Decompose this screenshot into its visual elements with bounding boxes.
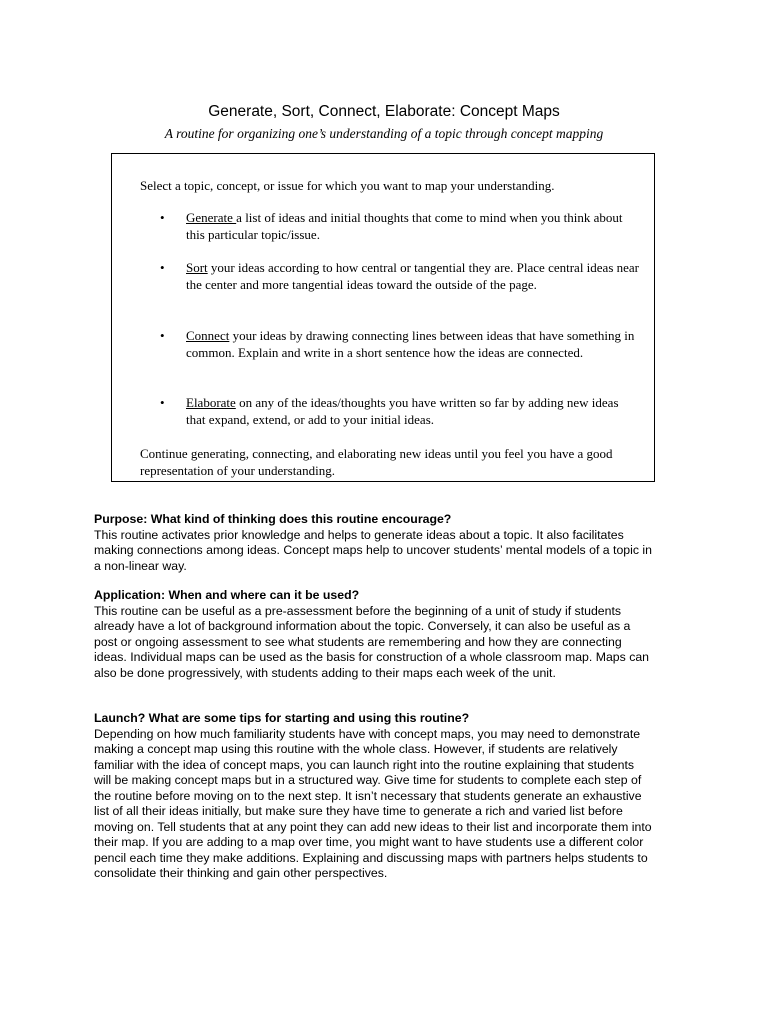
bullet-description: on any of the ideas/thoughts you have written so far by adding new ideas that expand, extend, or add to your initial ideas. bbox=[186, 395, 619, 427]
bullet-keyword: Sort bbox=[186, 260, 208, 275]
section-body: Depending on how much familiarity students have with concept maps, you may need to demonstrate making a concept map using this routine with the whole class. However, if students are relatively familiar with the idea of concept maps, you can launch right into the routine explaining that students will be making concept maps but in a structured way. Give time for students to complete each step of the routine before moving on to the next step. It isn’t necessary that students generate an exhaustive list of all their ideas initially, but make sure they have time to generate a rich and varied list before moving on. Tell students that at any point they can add new ideas to their list and incorporate them into their map. If you are adding to a map over time, you might want to have students use a different color pencil each time they make additions. Explaining and discussing maps with partners helps students to consolidate their thinking and gain other perspectives. bbox=[94, 726, 652, 880]
bullet-icon: • bbox=[160, 328, 165, 343]
bullet-description: a list of ideas and initial thoughts that come to mind when you think about this particular topic/issue. bbox=[186, 210, 623, 242]
instructions-intro: Select a topic, concept, or issue for which you want to map your understanding. bbox=[140, 178, 555, 193]
bullet-text bbox=[186, 259, 640, 293]
bullet-text bbox=[186, 327, 640, 361]
bullet-text bbox=[186, 209, 640, 243]
section-body: This routine activates prior knowledge and helps to generate ideas about a topic. It also facilitates making connections among ideas. Concept maps help to uncover students’ mental models of a topic in a non-linear way. bbox=[94, 527, 653, 573]
bullet-description: your ideas according to how central or tangential they are. Place central ideas near the center and more tangential ideas toward the outside of the page. bbox=[186, 260, 640, 292]
bullet-keyword: Connect bbox=[186, 328, 230, 343]
bullet-keyword: Generate bbox=[186, 210, 237, 225]
bullet-icon: • bbox=[160, 210, 165, 225]
bullet-icon: • bbox=[160, 260, 165, 275]
page-subtitle: A routine for organizing one’s understanding of a topic through concept mapping bbox=[164, 126, 604, 141]
bullet-description: your ideas by drawing connecting lines between ideas that have something in common. Explain and write in a short sentence how the ideas are connected. bbox=[186, 328, 635, 360]
section-launch bbox=[94, 711, 654, 882]
bullet-icon: • bbox=[160, 395, 165, 410]
bullet-keyword: Elaborate bbox=[186, 395, 236, 410]
instructions-box bbox=[111, 153, 655, 482]
section-body: This routine can be useful as a pre-assessment before the beginning of a unit of study if students already have a lot of background information about the topic. Conversely, it can also be useful as a post or ongoing assessment to see what students are remembering and how they are connecting ideas. Individual maps can be used as the basis for construction of a whole classroom map. Maps can also be done progressively, with students adding to their maps each week of the unit. bbox=[94, 603, 650, 680]
instructions-outro: Continue generating, connecting, and elaborating new ideas until you feel you have a good representation of your understanding. bbox=[140, 446, 613, 478]
section-heading: Launch? What are some tips for starting and using this routine? bbox=[94, 711, 470, 725]
section-application bbox=[94, 588, 654, 681]
section-heading: Purpose: What kind of thinking does this routine encourage? bbox=[94, 512, 452, 526]
page-title: Generate, Sort, Connect, Elaborate: Concept Maps bbox=[208, 103, 560, 120]
section-heading: Application: When and where can it be used? bbox=[94, 588, 360, 602]
section-purpose bbox=[94, 512, 654, 574]
bullet-text bbox=[186, 394, 640, 428]
